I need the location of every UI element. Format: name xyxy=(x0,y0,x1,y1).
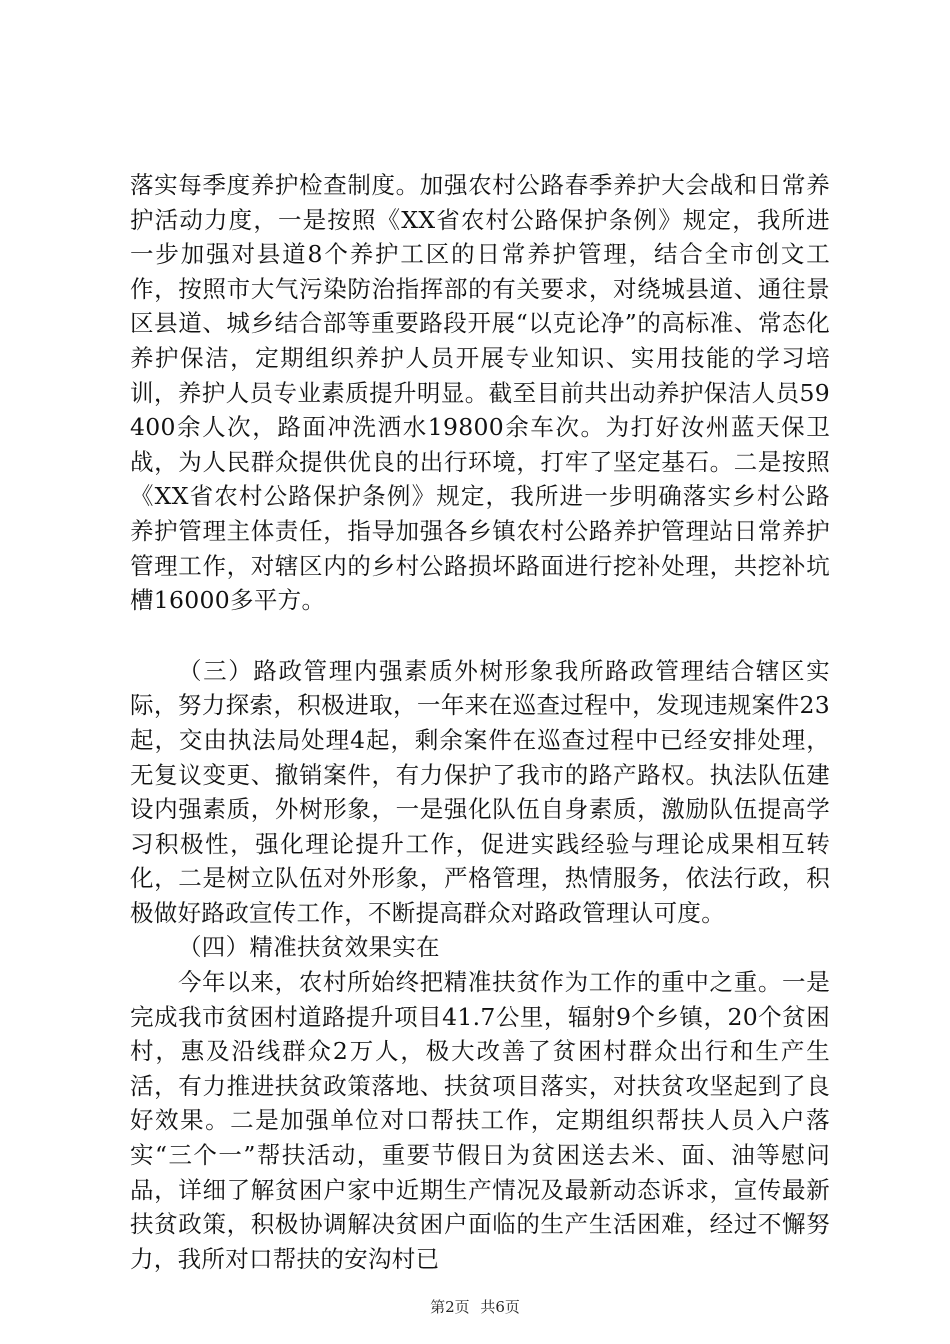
paragraph-maintenance: 落实每季度养护检查制度。加强农村公路春季养护大会战和日常养护活动力度，一是按照《XX省农村公路保护条例》规定，我所进一步加强对县道8个养护工区的日常养护管理，结合全市创文工作，按照市大气污染防治指挥部的有关要求，对绕城县道、通往景区县道、城乡结合部等重要路段开展“以克论净”的高标准、常态化养护保洁，定期组织养护人员开展专业知识、实用技能的学习培训，养护人员专业素质提升明显。截至目前共出动养护保洁人员59400余人次，路面冲洗洒水19800余车次。为打好汝州蓝天保卫战，为人民群众提供优良的出行环境，打牢了坚定基石。二是按照《XX省农村公路保护条例》规定，我所进一步明确落实乡村公路养护管理主体责任，指导加强各乡镇农村公路养护管理站日常养护管理工作，对辖区内的乡村公路损坏路面进行挖补处理，共挖补坑槽16000多平方。 xyxy=(130,171,830,615)
page-number-current: 第2页 xyxy=(430,1298,470,1316)
document-body xyxy=(130,168,830,1276)
paragraph-road-administration: （三）路政管理内强素质外树形象我所路政管理结合辖区实际，努力探索，积极进取，一年来在巡查过程中，发现违规案件23起，交由执法局处理4起，剩余案件在巡查过程中已经安排处理，无复议变更、撤销案件，有力保护了我市的路产路权。执法队伍建设内强素质，外树形象，一是强化队伍自身素质，激励队伍提高学习积极性，强化理论提升工作，促进实践经验与理论成果相互转化，二是树立队伍对外形象，严格管理，热情服务，依法行政，积极做好路政宣传工作，不断提高群众对路政管理认可度。 xyxy=(130,656,830,927)
paragraph-poverty-alleviation: 今年以来，农村所始终把精准扶贫作为工作的重中之重。一是完成我市贫困村道路提升项目41.7公里，辐射9个乡镇，20个贫困村，惠及沿线群众2万人，极大改善了贫困村群众出行和生产生活，有力推进扶贫政策落地、扶贫项目落实，对扶贫攻坚起到了良好效果。二是加强单位对口帮扶工作，定期组织帮扶人员入户落实“三个一”帮扶活动，重要节假日为贫困送去米、面、油等慰问品，详细了解贫困户家中近期生产情况及最新动态诉求，宣传最新扶贫政策，积极协调解决贫困户面临的生产生活困难，经过不懈努力，我所对口帮扶的安沟村已 xyxy=(130,968,830,1273)
section-heading-poverty-alleviation: （四）精准扶贫效果实在 xyxy=(178,933,440,962)
paragraph-gap xyxy=(130,618,830,654)
page-number-total: 共6页 xyxy=(480,1298,520,1316)
page-footer xyxy=(0,1297,950,1317)
